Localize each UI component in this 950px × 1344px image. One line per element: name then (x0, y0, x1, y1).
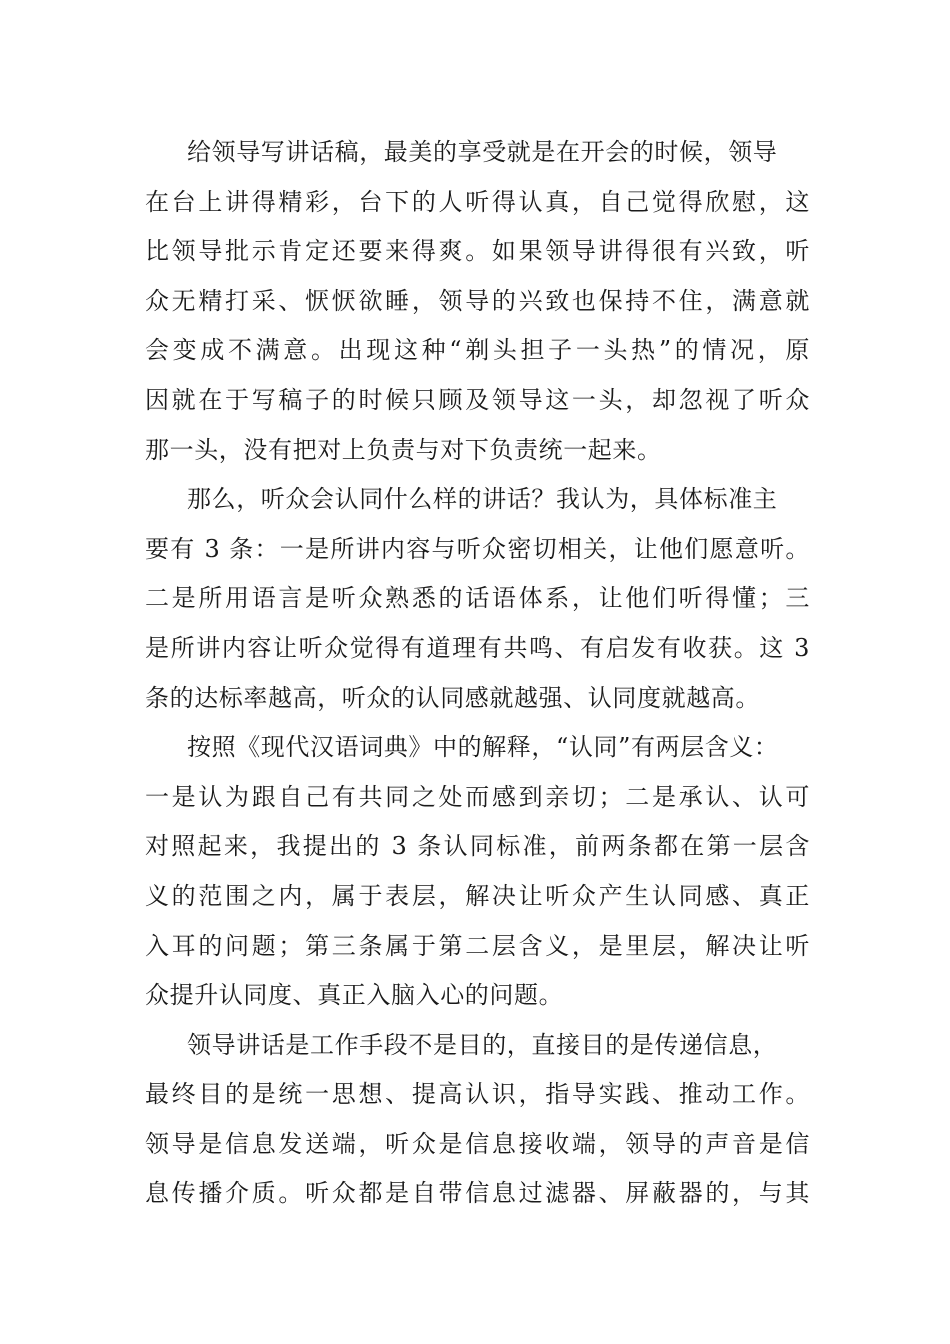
paragraph-3-line-3: 对照起来，我提出的 3 条认同标准，前两条都在第一层含 (145, 832, 810, 861)
paragraph-1-line-4: 众无精打采、恹恹欲睡，领导的兴致也保持不住，满意就 (145, 286, 810, 315)
paragraph-4-line-3: 领导是信息发送端，听众是信息接收端，领导的声音是信 (145, 1129, 810, 1158)
paragraph-4-line-1: 领导讲话是工作手段不是目的，直接目的是传递信息， (187, 1030, 778, 1059)
paragraph-1-line-2: 在台上讲得精彩，台下的人听得认真，自己觉得欣慰，这 (145, 187, 810, 216)
paragraph-2-line-1: 那么，听众会认同什么样的讲话？我认为，具体标准主 (187, 485, 778, 514)
paragraph-2-line-5: 条的达标率越高，听众的认同感就越强、认同度就越高。 (145, 683, 760, 712)
document-body (145, 128, 810, 1219)
paragraph-4-line-4: 息传播介质。听众都是自带信息过滤器、屏蔽器的，与其 (145, 1179, 810, 1208)
paragraph-1-line-5: 会变成不满意。出现这种“剃头担子一头热”的情况，原 (145, 336, 810, 365)
paragraph-1-line-3: 比领导批示肯定还要来得爽。如果领导讲得很有兴致，听 (145, 237, 810, 266)
paragraph-2-line-2: 要有 3 条：一是所讲内容与听众密切相关，让他们愿意听。 (145, 534, 810, 563)
paragraph-3-line-6: 众提升认同度、真正入脑入心的问题。 (145, 981, 564, 1010)
paragraph-2-line-4: 是所讲内容让听众觉得有道理有共鸣、有启发有收获。这 3 (145, 633, 810, 662)
paragraph-4-line-2: 最终目的是统一思想、提高认识，指导实践、推动工作。 (145, 1080, 810, 1109)
paragraph-3-line-1: 按照《现代汉语词典》中的解释，“认同”有两层含义： (187, 733, 779, 762)
paragraph-1-line-6: 因就在于写稿子的时候只顾及领导这一头，却忽视了听众 (145, 385, 810, 414)
paragraph-3-line-5: 入耳的问题；第三条属于第二层含义，是里层，解决让听 (145, 931, 810, 960)
paragraph-2-line-3: 二是所用语言是听众熟悉的话语体系，让他们听得懂；三 (145, 584, 810, 613)
paragraph-3-line-2: 一是认为跟自己有共同之处而感到亲切；二是承认、认可 (145, 782, 810, 811)
paragraph-3-line-4: 义的范围之内，属于表层，解决让听众产生认同感、真正 (145, 881, 810, 910)
paragraph-1-line-1: 给领导写讲话稿，最美的享受就是在开会的时候，领导 (187, 138, 778, 166)
paragraph-1-line-7: 那一头，没有把对上负责与对下负责统一起来。 (145, 435, 662, 464)
